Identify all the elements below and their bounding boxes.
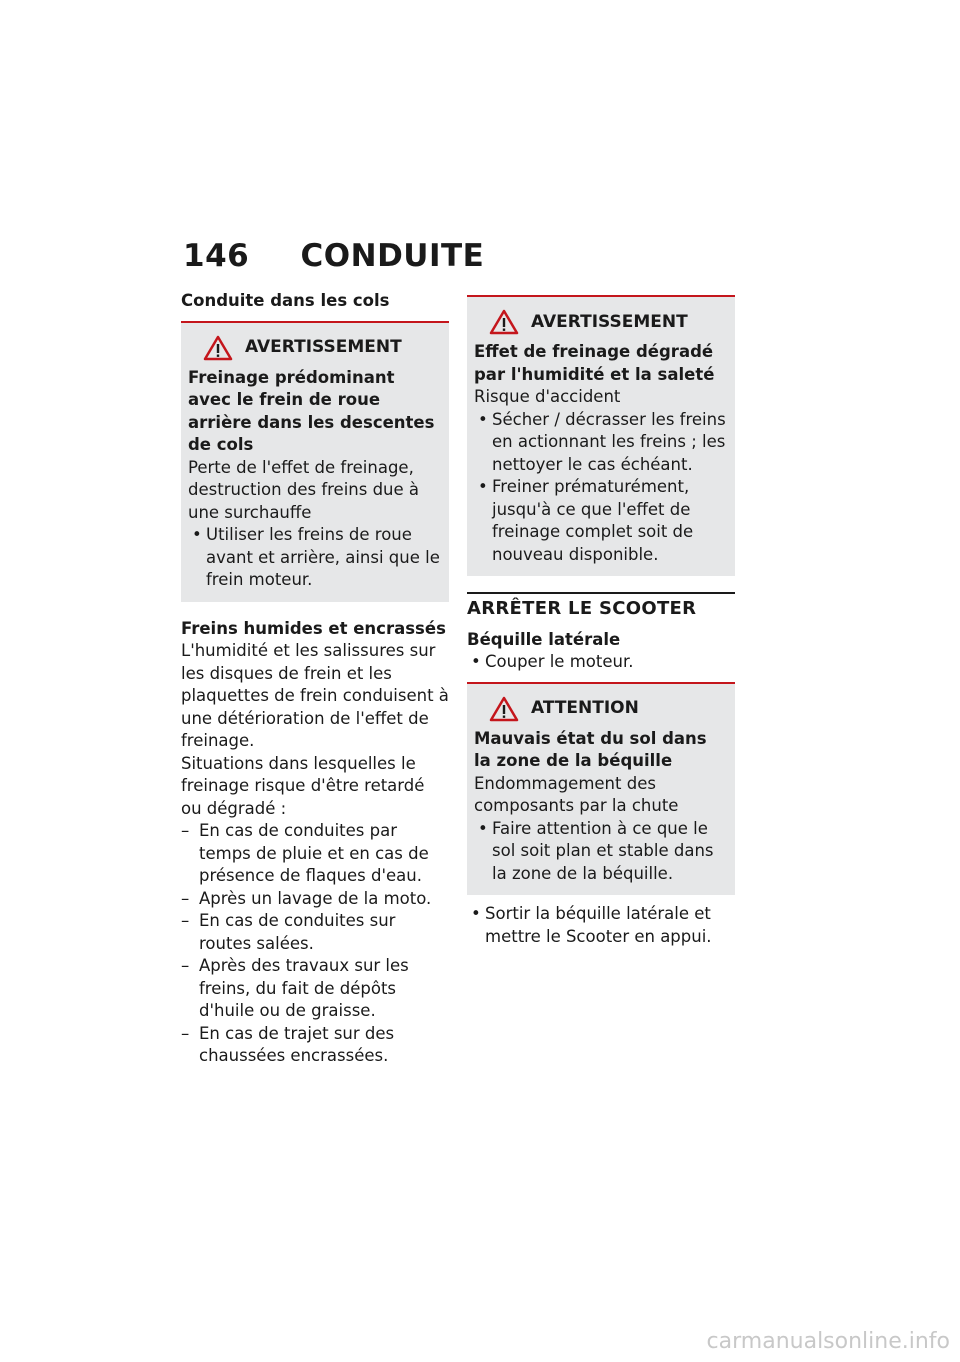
warning-heading: Effet de freinage dégradé par l'humidité et la saleté	[474, 342, 715, 384]
attention-list	[474, 818, 727, 886]
steps-list	[467, 651, 735, 674]
list-item: – Après un lavage de la moto.	[181, 888, 449, 911]
watermark: carmanualsonline.info	[706, 1329, 950, 1354]
warning-list	[188, 524, 441, 592]
warning-title-row	[188, 335, 441, 361]
attention-text: Endommagement des composants par la chute	[474, 773, 679, 815]
attention-title-row	[474, 696, 727, 722]
warning-text: Risque d'accident	[474, 387, 621, 406]
warning-box	[467, 295, 735, 576]
warning-heading: Freinage prédominant avec le frein de roue arrière dans les descentes de cols	[188, 367, 435, 454]
section-heading: ARRÊTER LE SCOOTER	[467, 592, 735, 621]
list-item: • Sortir la béquille latérale et mettre le Scooter en appui.	[467, 903, 735, 948]
section-title: Conduite dans les cols	[181, 291, 390, 310]
attention-heading: Mauvais état du sol dans la zone de la béquille	[474, 728, 707, 770]
wet-brakes-title: Freins humides et encrassés	[181, 618, 446, 638]
situations-list	[181, 820, 449, 1068]
page-header	[183, 238, 484, 274]
sub-title: Béquille latérale	[467, 629, 621, 649]
warning-text: Perte de l'effet de freinage, destruction des freins due à une surchauffe	[188, 457, 420, 522]
right-column	[467, 295, 735, 948]
list-item: – En cas de conduites sur routes salées.	[181, 910, 449, 955]
warning-title: AVERTISSEMENT	[245, 337, 402, 358]
list-item: – Après des travaux sur les freins, du fait de dépôts d'huile ou de graisse.	[181, 955, 449, 1023]
warning-list	[474, 409, 727, 567]
list-item: • Utiliser les freins de roue avant et arrière, ainsi que le frein moteur.	[188, 524, 441, 592]
warning-triangle-icon	[489, 309, 519, 335]
steps-list	[467, 903, 735, 948]
list-item: • Couper le moteur.	[467, 651, 735, 674]
list-item: • Sécher / décrasser les freins en actionnant les freins ; les nettoyer le cas échéant.	[474, 409, 727, 477]
warning-triangle-icon	[489, 696, 519, 722]
list-item: – En cas de conduites par temps de pluie et en cas de présence de flaques d'eau.	[181, 820, 449, 888]
page-number: 146	[183, 238, 250, 274]
warning-title-row	[474, 309, 727, 335]
warning-title: AVERTISSEMENT	[531, 311, 688, 332]
warning-box	[181, 321, 449, 602]
left-column	[181, 290, 449, 1068]
attention-title: ATTENTION	[531, 698, 639, 719]
attention-box	[467, 682, 735, 896]
wet-brakes-text: L'humidité et les salissures sur les disques de frein et les plaquettes de frein conduisent à une détérioration de l'effet de freinage.	[181, 641, 449, 750]
situations-intro: Situations dans lesquelles le freinage risque d'être retardé ou dégradé :	[181, 753, 425, 818]
list-item: – En cas de trajet sur des chaussées encrassées.	[181, 1023, 449, 1068]
list-item: • Faire attention à ce que le sol soit plan et stable dans la zone de la béquille.	[474, 818, 727, 886]
list-item: • Freiner prématurément, jusqu'à ce que l'effet de freinage complet soit de nouveau disponible.	[474, 476, 727, 566]
warning-triangle-icon	[203, 335, 233, 361]
chapter-title: CONDUITE	[300, 238, 485, 274]
